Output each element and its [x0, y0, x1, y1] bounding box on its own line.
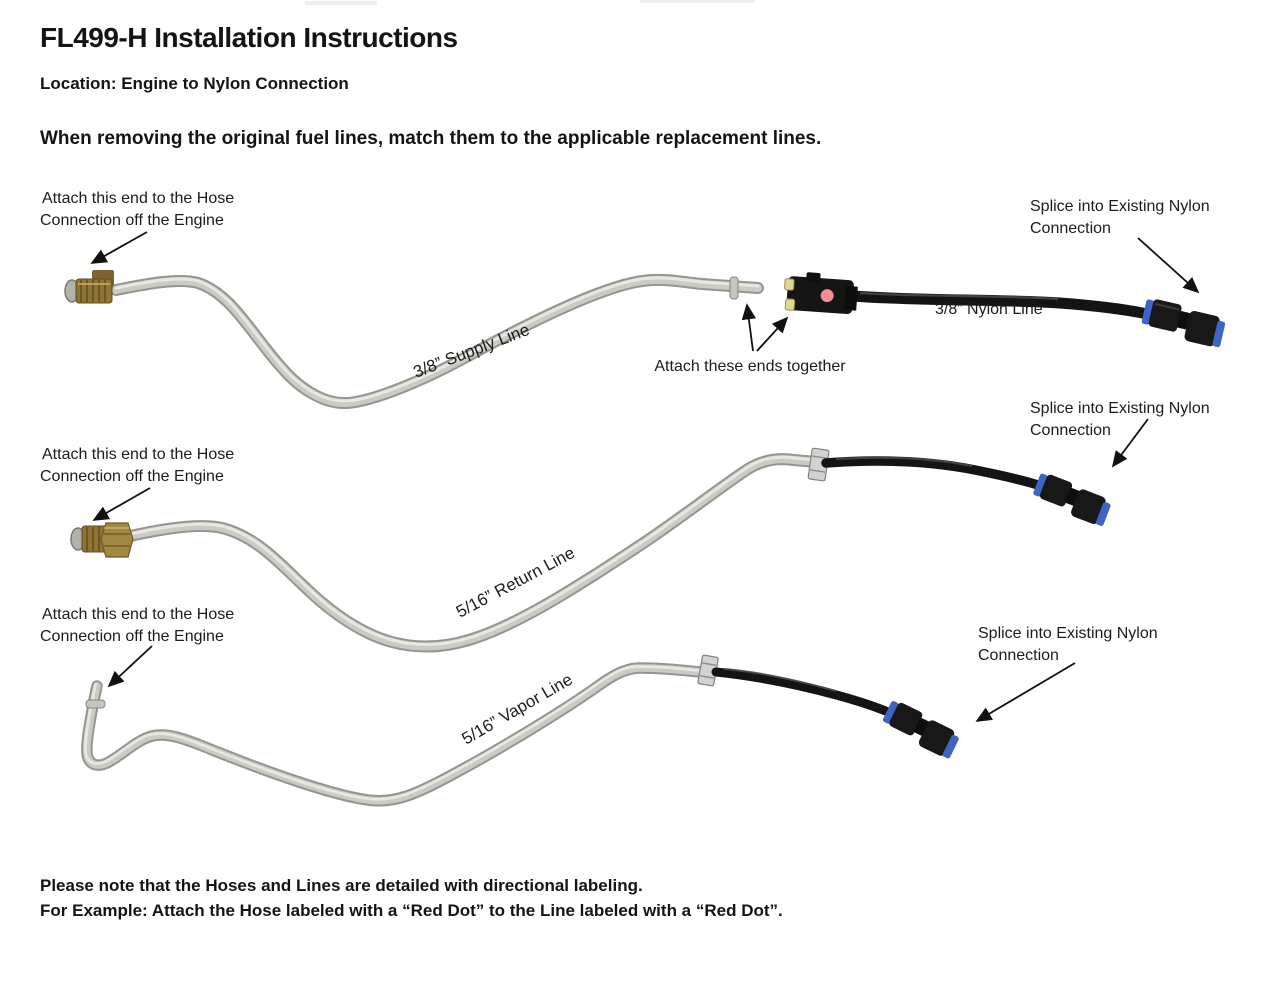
- return-engine-fitting: [71, 523, 133, 557]
- quick-connector: [783, 271, 859, 315]
- footer-note-2: For Example: Attach the Hose labeled with a “Red Dot” to the Line labeled with a “Red Dot”.: [40, 901, 783, 920]
- vapor-splice-label-line1: Splice into Existing Nylon: [978, 625, 1158, 642]
- return-line-label: 5/16” Return Line: [452, 543, 578, 622]
- arrow-supply-attach: [92, 232, 147, 263]
- nylon-line-label: 3/8” Nylon Line: [935, 301, 1043, 318]
- supply-line-label: 3/8” Supply Line: [410, 319, 533, 382]
- arrow-join-left: [747, 305, 753, 351]
- vapor-splice-label-line2: Connection: [978, 647, 1059, 664]
- join-label: Attach these ends together: [654, 358, 846, 375]
- supply-push-fitting: [1140, 297, 1228, 349]
- page-title: FL499-H Installation Instructions: [40, 22, 458, 53]
- arrow-join-right: [757, 318, 787, 351]
- supply-engine-fitting: [65, 270, 114, 303]
- footer-note-1: Please note that the Hoses and Lines are detailed with directional labeling.: [40, 876, 643, 895]
- vapor-push-fitting: [879, 698, 962, 760]
- vapor-line-tube: [85, 667, 700, 801]
- vapor-attach-label-line1: Attach this end to the Hose: [42, 606, 235, 623]
- arrow-return-splice: [1113, 419, 1148, 466]
- tube-end-bead: [86, 700, 105, 708]
- return-attach-label-line1: Attach this end to the Hose: [42, 446, 235, 463]
- location-subtitle: Location: Engine to Nylon Connection: [40, 74, 349, 93]
- return-splice-label-line1: Splice into Existing Nylon: [1030, 400, 1210, 417]
- tube-end-bead: [730, 277, 738, 299]
- supply-attach-label-line2: Connection off the Engine: [40, 212, 224, 229]
- supply-splice-label-line1: Splice into Existing Nylon: [1030, 198, 1210, 215]
- return-splice-label-line2: Connection: [1030, 422, 1111, 439]
- return-attach-label-line2: Connection off the Engine: [40, 468, 224, 485]
- vapor-line-label: 5/16” Vapor Line: [458, 669, 576, 749]
- return-push-fitting: [1030, 471, 1113, 528]
- vapor-attach-label-line2: Connection off the Engine: [40, 628, 224, 645]
- arrow-return-attach: [94, 488, 150, 520]
- return-nylon-hose: [808, 448, 1113, 528]
- supply-splice-label-line2: Connection: [1030, 220, 1111, 237]
- supply-attach-label-line1: Attach this end to the Hose: [42, 190, 235, 207]
- arrow-supply-splice: [1138, 238, 1198, 292]
- arrow-vapor-attach: [109, 646, 152, 686]
- arrow-vapor-splice: [977, 663, 1075, 721]
- vapor-nylon-hose: [698, 655, 963, 760]
- supply-line-tube: [116, 277, 758, 403]
- intro-instruction: When removing the original fuel lines, match them to the applicable replacement lines.: [40, 128, 822, 149]
